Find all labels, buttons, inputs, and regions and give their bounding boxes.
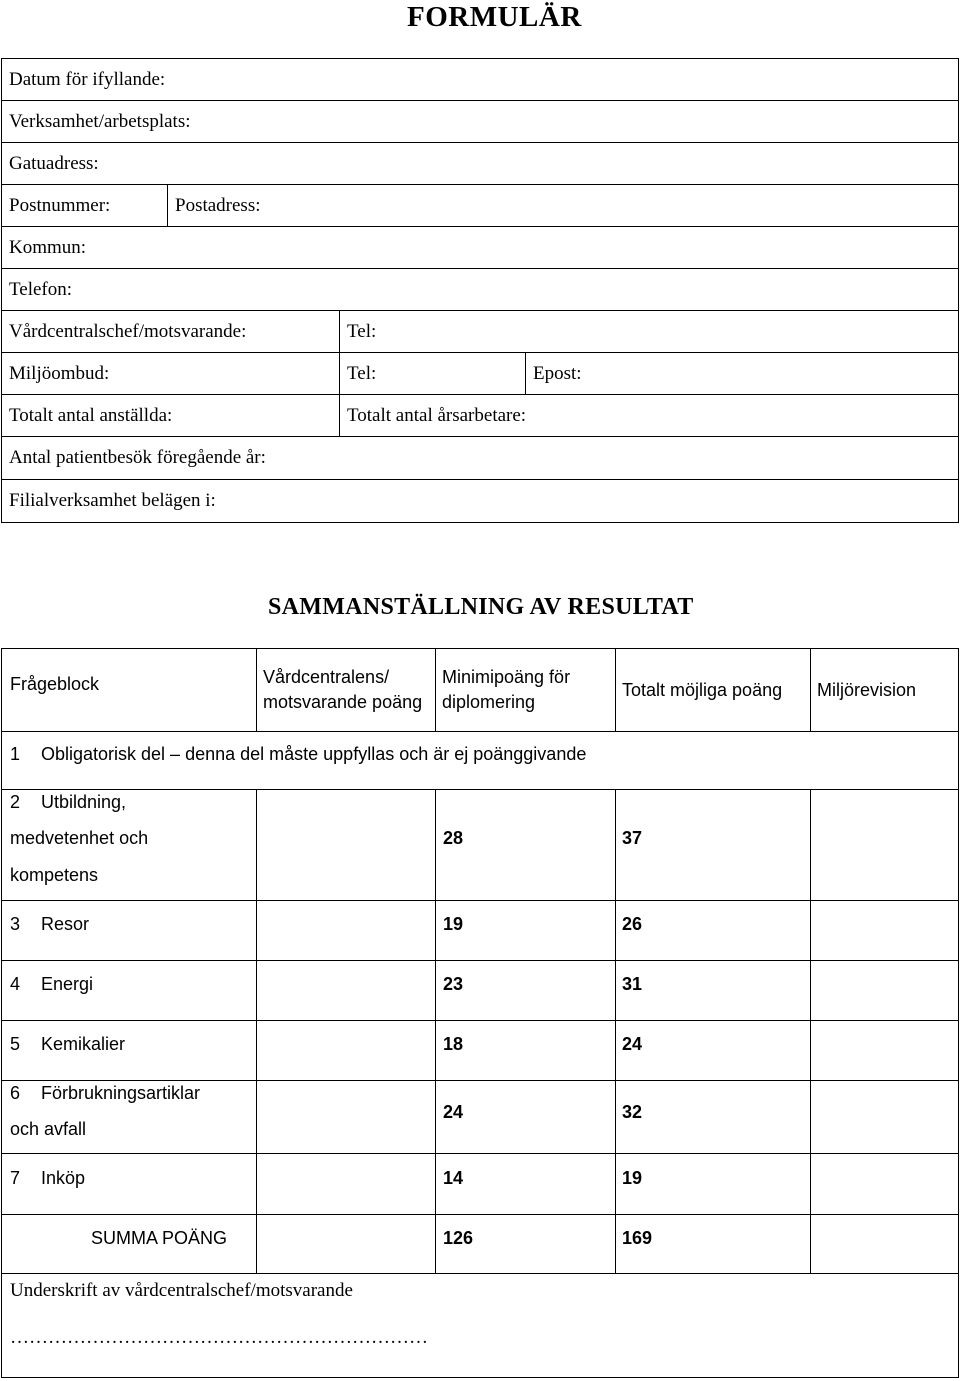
env-rep-tel-field[interactable]: Tel: (339, 353, 525, 394)
row-divider (2, 1273, 958, 1274)
form-row-municipality (2, 227, 958, 269)
row-label: Energi (41, 974, 94, 994)
row-divider (2, 1153, 958, 1154)
results-table (1, 648, 959, 1378)
row-label: Förbrukningsartiklar (41, 1083, 201, 1103)
mandatory-num: 1 (10, 744, 21, 764)
col-divider (256, 649, 257, 731)
col-divider (615, 649, 616, 731)
row-min: 28 (443, 828, 464, 848)
row-max: 24 (622, 1034, 643, 1054)
header-min-line1: Minimipoäng för (442, 667, 571, 687)
date-field[interactable]: Datum för ifyllande: (9, 69, 166, 90)
row-label: Kemikalier (41, 1034, 126, 1054)
form-row-env-rep (2, 353, 958, 395)
form-row-visits (2, 437, 958, 480)
row-divider (2, 1080, 958, 1081)
col-divider (810, 649, 811, 731)
row-divider (2, 731, 958, 732)
street-field[interactable]: Gatuadress: (9, 153, 99, 174)
env-rep-field[interactable]: Miljöombud: (9, 363, 110, 384)
row-max: 37 (622, 828, 643, 848)
section-title: SAMMANSTÄLLNING AV RESULTAT (268, 594, 694, 620)
workplace-field[interactable]: Verksamhet/arbetsplats: (9, 111, 191, 132)
row-num: 2 (10, 792, 21, 812)
form-row-street (2, 143, 958, 185)
postal-code-field[interactable]: Postnummer: (9, 195, 111, 216)
manager-field[interactable]: Vårdcentralschef/motsvarande: (9, 321, 247, 342)
row-num: 5 (10, 1034, 21, 1054)
row-label: Inköp (41, 1168, 86, 1188)
header-max: Totalt möjliga poäng (622, 680, 783, 700)
header-revision: Miljörevision (817, 680, 917, 700)
row-min: 14 (443, 1168, 464, 1188)
row-label: kompetens (10, 865, 99, 885)
col-divider (810, 789, 811, 1273)
col-divider (256, 789, 257, 1273)
phone-field[interactable]: Telefon: (9, 279, 73, 300)
col-divider (615, 789, 616, 1273)
row-min: 19 (443, 914, 464, 934)
row-max: 19 (622, 1168, 643, 1188)
row-max: 26 (622, 914, 643, 934)
header-min-line2: diplomering (442, 692, 536, 712)
header-points-line2: motsvarande poäng (263, 692, 423, 712)
row-divider (2, 1214, 958, 1215)
col-divider (435, 649, 436, 731)
env-rep-email-field[interactable]: Epost: (525, 353, 958, 394)
form-row-date (2, 59, 958, 101)
sum-max: 169 (622, 1228, 653, 1248)
form-row-manager (2, 311, 958, 353)
row-divider (2, 900, 958, 901)
form-title: FORMULÄR (407, 1, 582, 33)
row-label: Utbildning, (41, 792, 127, 812)
row-divider (2, 1020, 958, 1021)
municipality-field[interactable]: Kommun: (9, 237, 87, 258)
row-num: 7 (10, 1168, 21, 1188)
row-max: 31 (622, 974, 643, 994)
manager-tel-field[interactable]: Tel: (339, 311, 958, 352)
form-row-branch (2, 480, 958, 522)
form-row-postal (2, 185, 958, 227)
signature-label: Underskrift av vårdcentralschef/motsvarande (10, 1280, 353, 1301)
row-num: 3 (10, 914, 21, 934)
row-divider (2, 960, 958, 961)
row-min: 23 (443, 974, 464, 994)
signature-line[interactable]: ………………………………………………………… (10, 1327, 428, 1348)
form-row-phone (2, 269, 958, 311)
total-employees-field[interactable]: Totalt antal anställda: (9, 405, 173, 426)
branch-field[interactable]: Filialverksamhet belägen i: (9, 490, 216, 511)
total-fte-field[interactable]: Totalt antal årsarbetare: (339, 395, 958, 436)
row-divider (2, 789, 958, 790)
mandatory-text: Obligatorisk del – denna del måste uppfyllas och är ej poänggivande (41, 744, 587, 764)
row-label: och avfall (10, 1119, 87, 1139)
sum-min: 126 (443, 1228, 474, 1248)
sum-label: SUMMA POÄNG (91, 1228, 228, 1248)
row-label: medvetenhet och (10, 828, 149, 848)
patient-visits-field[interactable]: Antal patientbesök föregående år: (9, 447, 266, 468)
row-label: Resor (41, 914, 90, 934)
row-num: 6 (10, 1083, 21, 1103)
form-row-employees (2, 395, 958, 437)
header-points-line1: Vårdcentralens/ (263, 667, 390, 687)
row-num: 4 (10, 974, 21, 994)
form-row-workplace (2, 101, 958, 143)
header-block: Frågeblock (10, 674, 100, 694)
contact-form (1, 58, 959, 523)
row-min: 24 (443, 1102, 464, 1122)
row-max: 32 (622, 1102, 643, 1122)
row-min: 18 (443, 1034, 464, 1054)
col-divider (435, 789, 436, 1273)
postal-address-field[interactable]: Postadress: (167, 185, 958, 226)
